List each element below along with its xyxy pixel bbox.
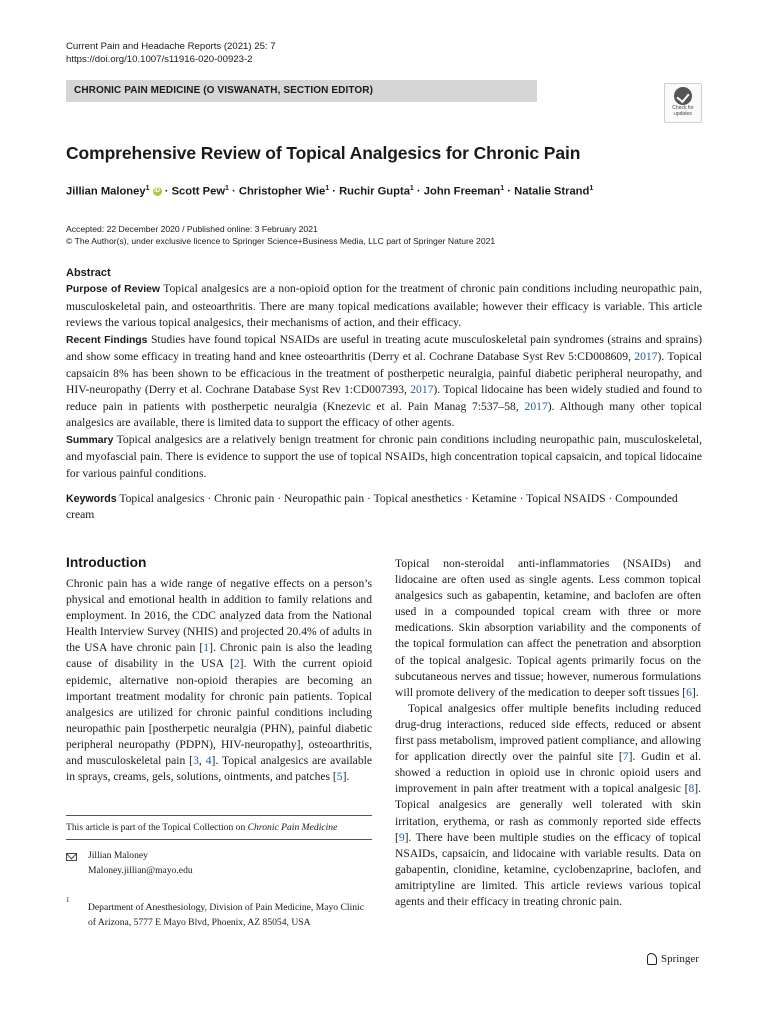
envelope-icon <box>66 853 77 861</box>
body-text: Topical non-steroidal anti-inflammatories (NSAIDs) and lidocaine are often used as single agents. Less common topical analgesics such as gabapentin, ketamine, and baclofen are often used in a compounded topical cream with three or more medications. Skin absorption variability and the components of the topical formulation can affect the penetration and absorption of the topical analgesic. Topical agents primarily focus on the subcutaneous nerves and tissue; however, numerous formulations will promote delivery of the medication to deeper soft tissues [ <box>395 557 701 699</box>
article-title: Comprehensive Review of Topical Analgesics for Chronic Pain <box>66 143 581 163</box>
author-name[interactable]: Scott Pew <box>171 185 226 198</box>
abstract-purpose <box>66 281 702 332</box>
author-affiliation: 1 <box>589 185 594 192</box>
author-affiliation: 1 <box>500 185 505 192</box>
intro-paragraph <box>395 556 701 701</box>
section-label: CHRONIC PAIN MEDICINE (O VISWANATH, SECTION EDITOR) <box>74 85 373 96</box>
author-separator: · <box>413 185 424 198</box>
purpose-lead: Purpose of Review <box>66 284 160 295</box>
author-separator: · <box>228 185 239 198</box>
abstract-findings <box>66 332 702 432</box>
collection-prefix: This article is part of the Topical Collection on <box>66 822 248 833</box>
body-text: , <box>198 754 206 768</box>
reference-link[interactable]: 3 <box>193 754 199 768</box>
body-text: ]. <box>342 770 350 784</box>
findings-text: ). Topical capsaicin 8% has been shown to be efficacious in the treatment of postherpetic neuralgia, painful diabetic peripheral neuropathy, and HIV-neuropathy (Derry et al. Cochrane Database Syst Rev 1:CD007393, <box>66 350 702 396</box>
body-text: ]. There have been multiple studies on the efficacy of topical NSAIDs, capsaicin, and lidocaine with variable results. Data on gabapentin, clonidine, ketamine, cyclobenzaprine, baclofen, and amitriptyline are limited. This article reviews various topical agents and their efficacy in treating chronic pain. <box>395 830 701 908</box>
orcid-icon[interactable]: iD <box>154 188 161 195</box>
right-column <box>395 556 701 910</box>
collection-note <box>66 822 337 833</box>
reference-link[interactable]: 8 <box>688 782 695 796</box>
keywords-lead: Keywords <box>66 493 117 505</box>
author-name[interactable]: Ruchir Gupta <box>339 185 410 198</box>
abstract-summary <box>66 432 702 483</box>
author-separator: · <box>504 185 515 198</box>
footnote-divider <box>66 815 372 816</box>
body-text: ]. Gudin et al. showed a reduction in opioid use in chronic opioid users and improvement in pain after treatment with a topical analgesic [ <box>395 750 701 796</box>
intro-paragraph <box>395 701 701 910</box>
badge-line1: Check for <box>672 105 694 111</box>
reference-link[interactable]: 9 <box>398 830 405 844</box>
body-text: ]. With the current opioid epidemic, alternative non-opioid therapies are becoming an important treatment modality for chronic pain patients. Topical analgesics are utilized for chronic painful conditions including neuropathic pain [postherpetic neuralgia (PHN), painful diabetic peripheral neuropathy (PDPN), HIV-neuropathy], osteoarthritis, and musculoskeletal pain [ <box>66 657 373 768</box>
springer-horse-icon <box>646 952 657 964</box>
findings-lead: Recent Findings <box>66 334 148 346</box>
author-name[interactable]: John Freeman <box>423 185 501 198</box>
keywords-text: Topical analgesics · Chronic pain · Neuropathic pain · Topical anesthetics · Ketamine · Topical NSAIDS · Compounded cream <box>66 492 678 521</box>
copyright-line: © The Author(s), under exclusive licence to Springer Science+Business Media, LLC part of Springer Nature 2021 <box>66 236 496 246</box>
abstract-body <box>66 281 702 482</box>
author-affiliation: 1 <box>325 185 330 192</box>
findings-text: ). Topical lidocaine has been widely studied and found to reduce pain in patients with postherpetic neuralgia (Knezevic et al. Pain Manag 7:537–58, <box>66 383 702 413</box>
author-separator: · <box>161 185 172 198</box>
reference-link[interactable]: 2017 <box>524 399 548 413</box>
purpose-text: Topical analgesics are a non-opioid option for the treatment of chronic pain conditions including neuropathic pain, musculoskeletal pain, and osteoarthritis. There are many topical medications available; however their efficacy is variable. This article reviews the various topical analgesics, their mechanisms of action, and their efficacy. <box>66 282 702 329</box>
body-text: ]. Topical analgesics are generally well tolerated with skin irritation, erythema, or rash as commonly reported side effects [ <box>395 782 701 844</box>
left-column <box>66 576 372 785</box>
author-affiliation: 1 <box>145 185 150 192</box>
reference-link[interactable]: 5 <box>336 770 343 784</box>
affiliation-number: 1 <box>66 896 70 904</box>
check-for-updates-badge[interactable] <box>664 83 702 123</box>
body-text: Topical analgesics offer multiple benefits including reduced drug-drug interactions, reduced side effects, reduced or absent first pass metabolism, improved patient compliance, and allowing for application directly over the painful site [ <box>395 701 701 764</box>
collection-name[interactable]: Chronic Pain Medicine <box>247 822 338 833</box>
footnote-divider <box>66 839 372 840</box>
findings-text: ). Although many other topical analgesics are available, there is limited data to support the efficacy of other agents. <box>66 399 702 429</box>
author-separator: · <box>329 185 340 198</box>
contact-name: Jillian Maloney <box>88 850 148 861</box>
badge-line2: updates <box>674 110 692 117</box>
keywords <box>66 491 702 523</box>
section-banner <box>66 80 537 102</box>
reference-link[interactable]: 2 <box>233 657 240 671</box>
reference-link[interactable]: 2017 <box>410 383 434 396</box>
body-text: ]. Chronic pain is also the leading cause of disability in the USA [ <box>66 641 372 671</box>
summary-lead: Summary <box>66 434 114 446</box>
introduction-heading: Introduction <box>66 555 147 570</box>
check-updates-icon <box>674 87 692 105</box>
reference-link[interactable]: 7 <box>622 750 629 764</box>
body-text: ]. <box>691 685 699 699</box>
reference-link[interactable]: 2017 <box>634 350 658 363</box>
body-text: Chronic pain has a wide range of negative effects on a person’s physical and emotional health in addition to family relations and employment. In 2016, the CDC analyzed data from the National Health Interview Survey (NHIS) and projected 20.4% of adults in the USA have chronic pain [ <box>66 577 372 655</box>
publisher-name: Springer <box>661 953 699 965</box>
intro-paragraph <box>66 576 372 785</box>
author-affiliation: 1 <box>409 185 414 192</box>
author-name[interactable]: Christopher Wie <box>238 185 326 198</box>
journal-header <box>66 41 276 66</box>
reference-link[interactable]: 1 <box>203 641 210 655</box>
body-text: ]. Topical analgesics are available in sprays, creams, gels, solutions, ointments, and patches [ <box>66 754 372 784</box>
findings-text: Studies have found topical NSAIDs are useful in treating acute musculoskeletal pain syndromes (strains and sprains) and show some efficacy in treating hand and knee osteoarthritis (Derry et al. Cochrane Database Syst Rev 5:CD008609, <box>66 332 702 363</box>
reference-link[interactable]: 6 <box>686 685 692 699</box>
author-name[interactable]: Jillian Maloney <box>66 185 146 198</box>
affiliation-text: Department of Anesthesiology, Division of Pain Medicine, Mayo Clinic of Arizona, 5777 E Mayo Blvd, Phoenix, AZ 85054, USA <box>88 902 364 928</box>
publication-dates: Accepted: 22 December 2020 / Published online: 3 February 2021 <box>66 224 318 234</box>
reference-link[interactable]: 4 <box>205 754 212 768</box>
author-list <box>66 185 593 198</box>
author-name[interactable]: Natalie Strand <box>514 185 590 198</box>
summary-text: Topical analgesics are a relatively benign treatment for chronic pain conditions including neuropathic pain, musculoskeletal, and myofascial pain. There is evidence to support the use of topical NSAIDs, high concentration topical capsaicin, and topical lidocaine for various painful conditions. <box>66 432 702 480</box>
doi-link[interactable]: https://doi.org/10.1007/s11916-020-00923-2 <box>66 53 253 65</box>
contact-email[interactable]: Maloney.jillian@mayo.edu <box>88 865 193 876</box>
publisher-logo <box>646 952 699 965</box>
author-affiliation: 1 <box>225 185 229 192</box>
journal-citation: Current Pain and Headache Reports (2021) 25: 7 <box>66 41 276 52</box>
publication-info <box>66 223 495 247</box>
abstract-heading: Abstract <box>66 267 111 279</box>
